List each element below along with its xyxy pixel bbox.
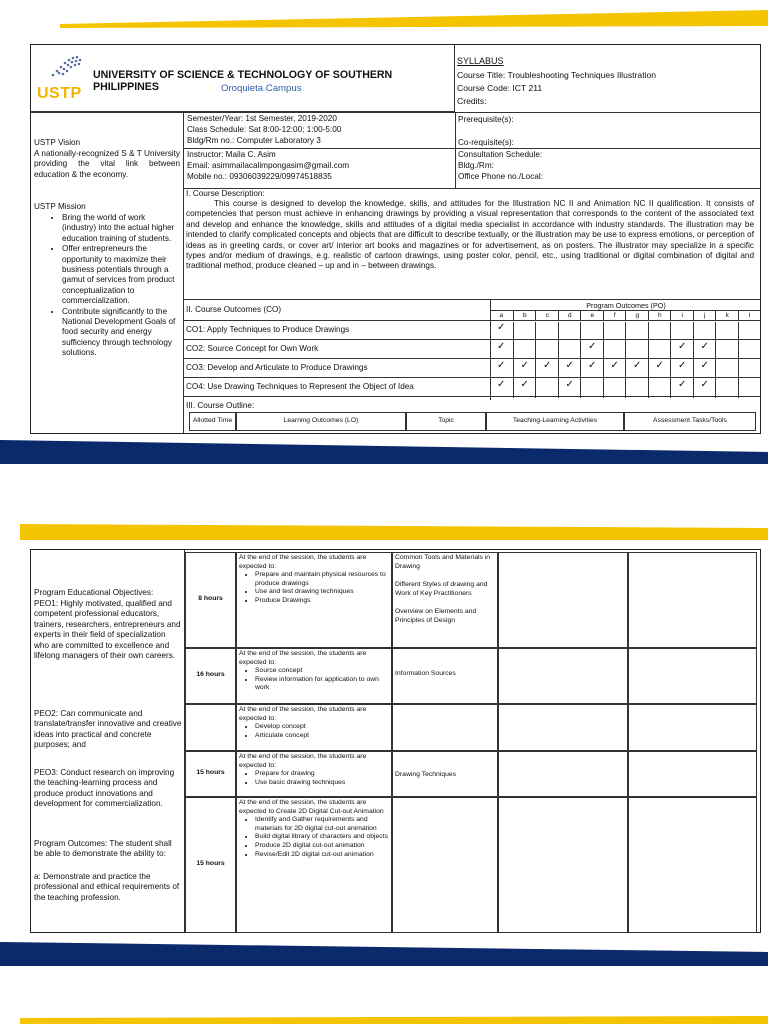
learning-outcome-cell — [236, 797, 392, 933]
po-letter-f: f — [603, 311, 627, 320]
lo-intro: At the end of the session, the students are expected to: — [239, 706, 367, 722]
lo-item: • Produce Drawings — [255, 597, 391, 606]
lo-intro: At the end of the session, the students are expected to: — [239, 554, 367, 570]
co-title: II. Course Outcomes (CO) — [186, 305, 282, 314]
lo-item: • Revise/Edit 2D digital cut-out animation — [255, 851, 391, 860]
course-code: Course Code: ICT 211 — [457, 83, 543, 93]
lo-item: • Review information for application to own work — [255, 676, 391, 693]
topic-text: Drawing Techniques — [395, 771, 457, 778]
activities-cell — [498, 797, 628, 933]
office-phone: Office Phone no./Local: — [458, 172, 543, 181]
lo-list — [245, 816, 391, 859]
peo3: PEO3: Conduct research on improving the teaching-learning process and produce product innovations and development for commercialization. — [34, 768, 175, 809]
lo-item: • Source concept — [255, 667, 391, 676]
topic-text: Different Styles of drawing and Work of Key Practitioners — [395, 581, 488, 597]
semester: Semester/Year: 1st Semester, 2019-2020 — [187, 114, 337, 123]
activities-cell — [498, 751, 628, 797]
check-mark: ✓ — [580, 341, 604, 360]
outline-header-cell: Learning Outcomes (LO) — [236, 412, 406, 431]
mission-item: • Bring the world of work (industry) into the actual higher education training of students. — [62, 213, 180, 244]
topic-cell — [392, 552, 498, 648]
lo-intro: At the end of the session, the students are expected to: — [239, 753, 367, 769]
course-outcome-label: CO2: Source Concept for Own Work — [186, 344, 319, 353]
lo-item: • Articulate concept — [255, 732, 391, 741]
lo-item: • Identify and Gather requirements and materials for 2D digital cut-out animation — [255, 816, 391, 833]
vision-text: A nationally-recognized S & T University providing the vital link between education & the economy. — [34, 149, 180, 179]
navy-band — [0, 438, 768, 464]
check-mark: ✓ — [558, 360, 582, 379]
lo-item: • Produce 2D digital cut-out animation — [255, 842, 391, 851]
vision-title: USTP Vision — [34, 138, 81, 147]
course-outcome-label: CO3: Develop and Articulate to Produce Drawings — [186, 363, 368, 372]
topic-cell — [392, 648, 498, 704]
allotted-time: 16 hours — [196, 671, 225, 678]
po-letter-e: e — [580, 311, 604, 320]
time-cell — [185, 797, 236, 933]
prerequisite: Prerequisite(s): — [458, 115, 514, 124]
topic-cell — [392, 797, 498, 933]
syllabus-page-2 — [30, 549, 761, 933]
allotted-time: 8 hours — [198, 595, 223, 602]
time-cell — [185, 704, 236, 751]
assessment-cell — [628, 751, 757, 797]
check-mark: ✓ — [648, 360, 672, 379]
instructor: Instructor: Maila C. Asim — [187, 150, 276, 159]
topic-text: Overview on Elements and Principles of Design — [395, 608, 477, 624]
program-outcome-a: a: Demonstrate and practice the professional and ethical requirements of the teaching profession. — [34, 872, 180, 902]
check-mark: ✓ — [693, 341, 717, 360]
class-schedule: Class Schedule: Sat 8:00-12:00; 1:00-5:00 — [187, 125, 342, 134]
time-cell — [185, 648, 236, 704]
topic-text: Information Sources — [395, 670, 456, 677]
activities-cell — [498, 552, 628, 648]
lo-item: • Use and test drawing techniques — [255, 588, 391, 597]
course-outcome-label: CO1: Apply Techniques to Produce Drawings — [186, 325, 350, 334]
assessment-cell — [628, 648, 757, 704]
room: Bldg/Rm no.: Computer Laboratory 3 — [187, 136, 321, 145]
check-mark: ✓ — [693, 379, 717, 398]
outline-header-cell: Allotted Time — [189, 412, 236, 431]
row-divider — [183, 320, 760, 321]
check-mark: ✓ — [670, 341, 694, 360]
lo-intro: At the end of the session, the students are expected to: — [239, 650, 367, 666]
description-title: I. Course Description: — [186, 189, 265, 198]
yellow-band — [0, 514, 768, 540]
course-title: Course Title: Troubleshooting Techniques Illustration — [457, 70, 657, 80]
lo-item: • Build digital library of characters and objects — [255, 833, 391, 842]
topic-text: Common Tools and Materials in Drawing — [395, 554, 491, 570]
assessment-cell — [628, 797, 757, 933]
logo-text: USTP — [37, 85, 82, 102]
course-description — [184, 189, 756, 299]
row-divider — [183, 339, 760, 340]
lo-list — [245, 770, 391, 787]
lo-list — [245, 571, 391, 605]
po-letter-i: i — [670, 311, 694, 320]
po-letter-d: d — [558, 311, 582, 320]
po-letter-k: k — [715, 311, 739, 320]
time-cell — [185, 552, 236, 648]
po-letter-j: j — [693, 311, 717, 320]
check-mark: ✓ — [670, 379, 694, 398]
outline-header-cell: Assessment Tasks/Tools — [624, 412, 756, 431]
consultation: Consultation Schedule: — [458, 150, 543, 159]
program-outcomes-text: Program Outcomes: The student shall be able to demonstrate the ability to: — [34, 839, 172, 859]
lo-list — [245, 723, 391, 740]
lo-item: • Develop concept — [255, 723, 391, 732]
check-mark: ✓ — [580, 360, 604, 379]
schedule-block — [183, 112, 456, 189]
row-divider — [183, 358, 760, 359]
check-mark: ✓ — [693, 360, 717, 379]
po-letter-l: l — [738, 311, 762, 320]
syllabus-page-1 — [30, 44, 761, 434]
check-mark: ✓ — [670, 360, 694, 379]
course-outcomes-table — [183, 299, 760, 434]
row-divider — [183, 377, 760, 378]
po-letter-a: a — [499, 312, 504, 319]
course-outcome-label: CO4: Use Drawing Techniques to Represent the Object of Idea — [186, 382, 414, 391]
yellow-band-bottom — [0, 1012, 768, 1024]
mission-item: • Contribute significantly to the National Development Goals of food security and energy sufficiency through technology solutions. — [62, 307, 180, 359]
check-mark: ✓ — [513, 360, 537, 379]
peo-column — [31, 550, 185, 932]
check-mark: ✓ — [603, 360, 627, 379]
check-mark: ✓ — [497, 360, 506, 371]
lo-intro: At the end of the session, the students are expected to Create 2D Digital Cut-out Animation — [239, 799, 384, 815]
header-left — [31, 45, 455, 112]
allotted-time: 15 hours — [196, 769, 225, 776]
peo1: PEO1: Highly motivated, qualified and competent professional educators, trainers, researchers, entrepreneurs and experts in their field of specialization who are committed to excellence and lifelong managers of their own careers. — [34, 599, 181, 661]
check-mark: ✓ — [513, 379, 537, 398]
activities-cell — [498, 648, 628, 704]
lo-item: • Use basic drawing techniques — [255, 779, 391, 788]
learning-outcome-cell — [236, 648, 392, 704]
campus-name: Oroquieta Campus — [221, 83, 302, 94]
mission-item: • Offer entrepreneurs the opportunity to maximize their business potentials through a gamut of services from product conceptualization to commercialization. — [62, 244, 180, 306]
vision-mission-column — [31, 112, 184, 433]
check-mark: ✓ — [497, 341, 506, 352]
allotted-time: 15 hours — [196, 860, 225, 867]
bldg-rm: Bldg./Rm: — [458, 161, 494, 170]
assessment-cell — [628, 552, 757, 648]
divider — [183, 148, 455, 149]
po-letter-c: c — [535, 311, 559, 320]
lo-list — [245, 667, 391, 693]
outline-header-cell: Topic — [406, 412, 486, 431]
header-right — [457, 45, 757, 112]
description-text: This course is designed to develop the knowledge, skills, and attitudes for the Illustration NC II and Animation NC II qualification. It consists of competencies that person must achieve in enhancing drawings by providing a visual representation that corresponds to the content of the associated text and develop and enhance the knowledge, skills and attitudes of a digital media specialist in accordance with industry standards. The illustration may be intended to clarify complicated concepts and objects that are difficult to describe textually, or the illustration may be use to express emotions, or perception of ideas as in greeting cards, or cover art/ interior art books and magazines or for advertisement, as on posters. The illustrator may specialize in a specific types and/or medium of drawings, e.g. realistic of cartoon drawings, using poster color, pencil, etc., using traditional or digital combination of digital and traditional method, produce cleaned – up and in – between drawings. — [186, 199, 754, 271]
requisite-block — [455, 112, 760, 189]
po-letter-b: b — [513, 311, 537, 320]
lo-item: • Prepare and maintain physical resources to produce drawings — [255, 571, 391, 588]
check-mark: ✓ — [497, 322, 506, 333]
check-mark: ✓ — [535, 360, 559, 379]
email: Email: asimmailacalimpongasim@gmail.com — [187, 161, 350, 170]
outline-title: III. Course Outline: — [186, 401, 255, 410]
corequisite: Co-requisite(s): — [458, 138, 514, 147]
row-divider — [183, 396, 760, 397]
check-mark: ✓ — [558, 379, 582, 398]
time-cell — [185, 751, 236, 797]
learning-outcome-cell — [236, 704, 392, 751]
lo-item: • Prepare for drawing — [255, 770, 391, 779]
university-name: UNIVERSITY OF SCIENCE & TECHNOLOGY OF SOUTHERN PHILIPPINES — [93, 69, 393, 93]
po-title: Program Outcomes (PO) — [586, 301, 666, 310]
logo-dots-icon — [37, 51, 85, 79]
assessment-cell — [628, 704, 757, 751]
mobile: Mobile no.: 09306039229/09974518835 — [187, 172, 332, 181]
credits: Credits: — [457, 96, 487, 106]
peo2: PEO2: Can communicate and translate/transfer innovative and creative ideas into practical and concrete purposes; and — [34, 709, 182, 750]
topic-cell — [392, 751, 498, 797]
activities-cell — [498, 704, 628, 751]
divider — [455, 148, 760, 149]
outline-header-cell: Teaching-Learning Activities — [486, 412, 624, 431]
top-yellow-band — [0, 8, 768, 30]
syllabus-label: SYLLABUS — [457, 56, 504, 66]
po-letter-h: h — [648, 311, 672, 320]
mission-list — [51, 213, 180, 359]
topic-cell — [392, 704, 498, 751]
peo-title: Program Educational Objectives: — [34, 588, 154, 597]
po-letter-g: g — [625, 311, 649, 320]
check-mark: ✓ — [625, 360, 649, 379]
learning-outcome-cell — [236, 552, 392, 648]
mission-title: USTP Mission — [34, 202, 86, 211]
check-mark: ✓ — [497, 379, 506, 390]
learning-outcome-cell — [236, 751, 392, 797]
navy-band — [0, 940, 768, 966]
